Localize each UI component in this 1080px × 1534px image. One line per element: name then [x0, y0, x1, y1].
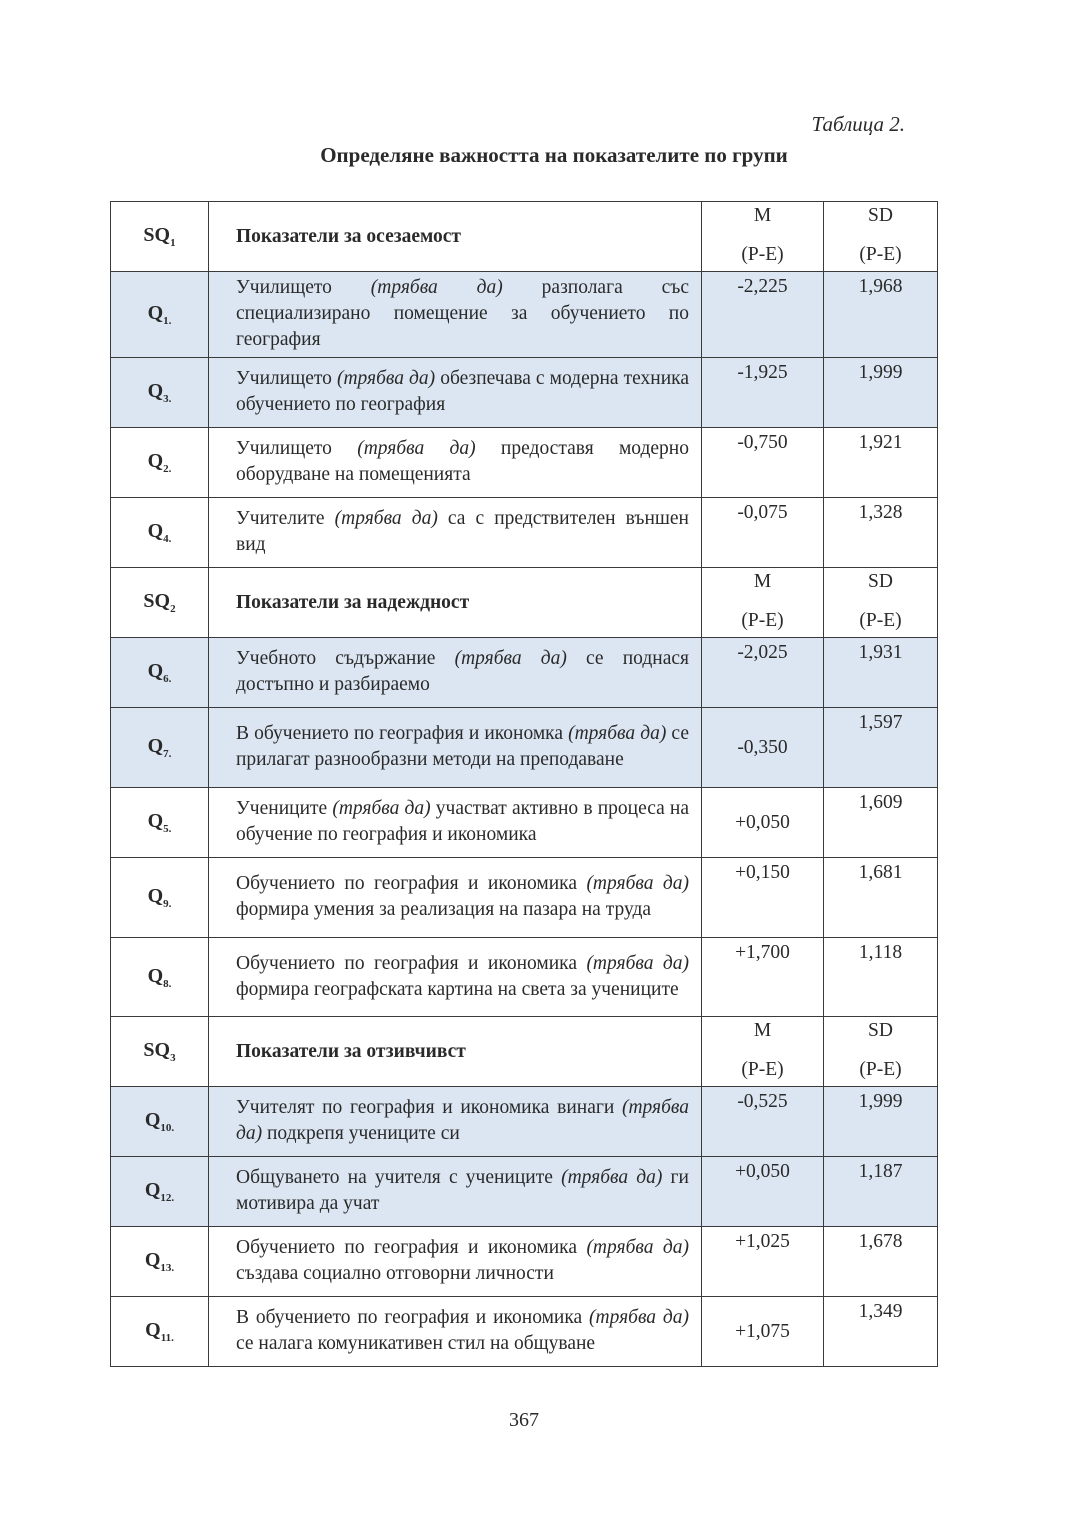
question-text-pre: Общуването на учителя с учениците	[236, 1167, 562, 1188]
question-code	[111, 272, 209, 358]
question-code-sub: 11.	[160, 1332, 174, 1344]
m-header-label: M	[753, 205, 772, 226]
question-code-sub: 2.	[163, 463, 172, 475]
group-code-sub: 1	[170, 237, 176, 249]
group-heading: Показатели за осезаемост	[209, 202, 702, 272]
question-text-post: ги мотивира да учат	[236, 1167, 689, 1214]
question-code-text: Q	[147, 302, 164, 324]
mean-value: -0,350	[702, 708, 824, 788]
m-header-label: M	[753, 571, 772, 592]
question-code-sub: 13.	[160, 1262, 175, 1274]
indicators-table	[110, 201, 938, 1367]
table-row	[111, 638, 938, 708]
table-row	[111, 428, 938, 498]
question-code-sub: 1.	[163, 315, 172, 327]
question-text-post: създава социално отговорни личности	[236, 1263, 554, 1284]
question-text-modal: (трябва да)	[332, 798, 431, 819]
question-text-pre: Училището	[236, 277, 371, 298]
question-text-modal: (трябва да)	[561, 1167, 663, 1188]
question-code-sub: 4.	[163, 533, 172, 545]
m-header	[702, 568, 824, 638]
group-heading: Показатели за надеждност	[209, 568, 702, 638]
m-header-unit: (P-E)	[741, 610, 784, 631]
table-row	[111, 1227, 938, 1297]
group-code-text: SQ	[143, 590, 171, 612]
sd-value: 1,187	[824, 1157, 938, 1227]
question-code-sub: 8.	[163, 977, 172, 990]
question-text	[209, 1157, 702, 1227]
question-text-modal: (трябва да)	[236, 1097, 689, 1144]
question-code-sub: 6.	[163, 673, 172, 685]
sd-value: 1,678	[824, 1227, 938, 1297]
mean-value: +1,075	[702, 1297, 824, 1367]
mean-value: -0,750	[702, 428, 824, 498]
question-code-text: Q	[145, 1319, 161, 1341]
table-caption: Таблица 2.	[811, 112, 905, 136]
mean-value: +0,050	[702, 788, 824, 858]
table-title: Определяне важността на показателите по групи	[320, 143, 788, 167]
table-row	[111, 272, 938, 358]
group-header-row	[111, 568, 938, 638]
sd-value: 1,968	[824, 272, 938, 358]
mean-value: -2,225	[702, 272, 824, 358]
mean-value: -0,525	[702, 1087, 824, 1157]
group-code	[111, 202, 209, 272]
question-text-pre: Учениците	[236, 798, 333, 819]
mean-value: +1,700	[702, 938, 824, 1017]
question-text-post: участват активно в процеса на обучение по география и икономика	[236, 798, 690, 845]
question-code	[111, 1227, 209, 1297]
question-text-modal: (трябва да)	[370, 277, 503, 298]
question-code	[111, 358, 209, 428]
question-code	[111, 708, 209, 788]
question-text-post: формира умения за реализация на пазара на труда	[236, 899, 652, 920]
question-code-text: Q	[147, 660, 164, 682]
question-text-pre: В обучението по география и икономка	[236, 723, 569, 744]
question-code-text: Q	[147, 520, 164, 542]
sd-value: 1,118	[824, 938, 938, 1017]
sd-value: 1,328	[824, 498, 938, 568]
m-header-label: M	[753, 1020, 772, 1041]
question-text-post: се прилагат разнообразни методи на преподаване	[236, 723, 689, 770]
question-text-pre: Обучението по география и икономика	[236, 1237, 587, 1258]
table-row	[111, 498, 938, 568]
group-code-sub: 3	[170, 1052, 176, 1064]
group-heading: Показатели за отзивчивст	[209, 1017, 702, 1087]
m-header-unit: (P-E)	[741, 1059, 784, 1080]
mean-value: -0,075	[702, 498, 824, 568]
table-row	[111, 708, 938, 788]
sd-value: 1,999	[824, 358, 938, 428]
question-text-pre: Учебното съдържание	[236, 648, 455, 669]
question-text-post: се поднася достъпно и разбираемо	[236, 648, 690, 695]
question-text-pre: Училището	[236, 438, 358, 459]
group-code	[111, 568, 209, 638]
group-code-sub: 2	[170, 603, 176, 615]
question-text	[209, 498, 702, 568]
question-code-sub: 5.	[163, 823, 172, 835]
table-row	[111, 1297, 938, 1367]
question-text	[209, 1297, 702, 1367]
sd-header	[824, 202, 938, 272]
question-code	[111, 1297, 209, 1367]
table-row	[111, 938, 938, 1017]
question-text	[209, 938, 702, 1017]
question-code-text: Q	[144, 1179, 161, 1201]
question-text-pre: Учителите	[236, 508, 335, 529]
question-code-sub: 9.	[163, 898, 172, 910]
page-number: 367	[509, 1409, 539, 1431]
question-code	[111, 1157, 209, 1227]
sd-header-unit: (P-E)	[859, 610, 902, 631]
table-row	[111, 1087, 938, 1157]
sd-value: 1,609	[824, 788, 938, 858]
question-text-modal: (трябва да)	[589, 1307, 689, 1328]
question-text	[209, 858, 702, 938]
question-code-text: Q	[144, 1249, 161, 1271]
question-text	[209, 428, 702, 498]
question-code	[111, 498, 209, 568]
question-text	[209, 1227, 702, 1297]
question-code-sub: 3.	[163, 393, 172, 405]
question-text-modal: (трябва да)	[586, 952, 689, 974]
question-text-pre: Учителят по география и икономика винаги	[236, 1097, 622, 1118]
question-text-modal: (трябва да)	[454, 648, 567, 669]
question-code	[111, 1087, 209, 1157]
question-text-post: са с предствителен външен вид	[236, 508, 689, 555]
table-row	[111, 788, 938, 858]
group-code	[111, 1017, 209, 1087]
question-code	[111, 788, 209, 858]
question-code-text: Q	[147, 810, 164, 832]
question-code-text: Q	[147, 885, 164, 907]
question-code	[111, 938, 209, 1017]
question-text-modal: (трябва да)	[336, 368, 436, 389]
table-row	[111, 858, 938, 938]
question-text	[209, 1087, 702, 1157]
sd-value: 1,999	[824, 1087, 938, 1157]
m-header	[702, 1017, 824, 1087]
group-header-row	[111, 1017, 938, 1087]
question-text	[209, 358, 702, 428]
question-text-post: обезпечава с модерна техника обучението по география	[236, 368, 689, 415]
question-code-text: Q	[147, 450, 164, 472]
question-text-post: формира географската картина на света за учениците	[236, 978, 679, 1000]
sd-header-label: SD	[868, 205, 893, 226]
sd-value: 1,349	[824, 1297, 938, 1367]
question-code-text: Q	[147, 964, 164, 987]
mean-value: -1,925	[702, 358, 824, 428]
sd-header-label: SD	[868, 571, 893, 592]
question-text	[209, 638, 702, 708]
question-text-modal: (трябва да)	[334, 508, 438, 529]
sd-header-unit: (P-E)	[859, 1059, 902, 1080]
question-text-modal: (трябва да)	[357, 438, 476, 459]
group-code-text: SQ	[143, 224, 171, 246]
sd-header-unit: (P-E)	[859, 244, 902, 265]
sd-header	[824, 568, 938, 638]
question-code-text: Q	[147, 380, 164, 402]
sd-header	[824, 1017, 938, 1087]
question-code-sub: 12.	[160, 1192, 175, 1204]
question-text	[209, 788, 702, 858]
m-header-unit: (P-E)	[741, 244, 784, 265]
sd-header-label: SD	[868, 1020, 893, 1041]
question-text-pre: Обучението по география и икономика	[236, 873, 587, 894]
mean-value: +1,025	[702, 1227, 824, 1297]
mean-value: +0,150	[702, 858, 824, 938]
question-text-post: предоставя модерно оборудване на помещенията	[236, 438, 689, 485]
question-code-text: Q	[147, 735, 164, 757]
question-code	[111, 638, 209, 708]
question-code	[111, 428, 209, 498]
question-text-post: разполага със специализирано помещение за обучението по география	[236, 277, 690, 350]
sd-value: 1,931	[824, 638, 938, 708]
group-code-text: SQ	[143, 1039, 171, 1061]
sd-value: 1,597	[824, 708, 938, 788]
question-text-pre: Училището	[236, 368, 337, 389]
mean-value: -2,025	[702, 638, 824, 708]
question-text	[209, 272, 702, 358]
question-code-sub: 7.	[163, 748, 172, 760]
mean-value: +0,050	[702, 1157, 824, 1227]
question-text-modal: (трябва да)	[586, 873, 689, 894]
question-text-post: се налага комуникативен стил на общуване	[236, 1333, 596, 1354]
sd-value: 1,681	[824, 858, 938, 938]
question-text	[209, 708, 702, 788]
question-code-sub: 10.	[160, 1122, 175, 1134]
question-text-modal: (трябва да)	[586, 1237, 689, 1258]
question-text-pre: В обучението по география и икономика	[236, 1307, 590, 1328]
m-header	[702, 202, 824, 272]
question-text-pre: Обучението по география и икономика	[236, 952, 587, 974]
question-text-post: подкрепя учениците си	[262, 1123, 460, 1144]
table-row	[111, 358, 938, 428]
question-text-modal: (трябва да)	[568, 723, 667, 744]
sd-value: 1,921	[824, 428, 938, 498]
group-header-row	[111, 202, 938, 272]
question-code	[111, 858, 209, 938]
table-row	[111, 1157, 938, 1227]
question-code-text: Q	[144, 1109, 161, 1131]
